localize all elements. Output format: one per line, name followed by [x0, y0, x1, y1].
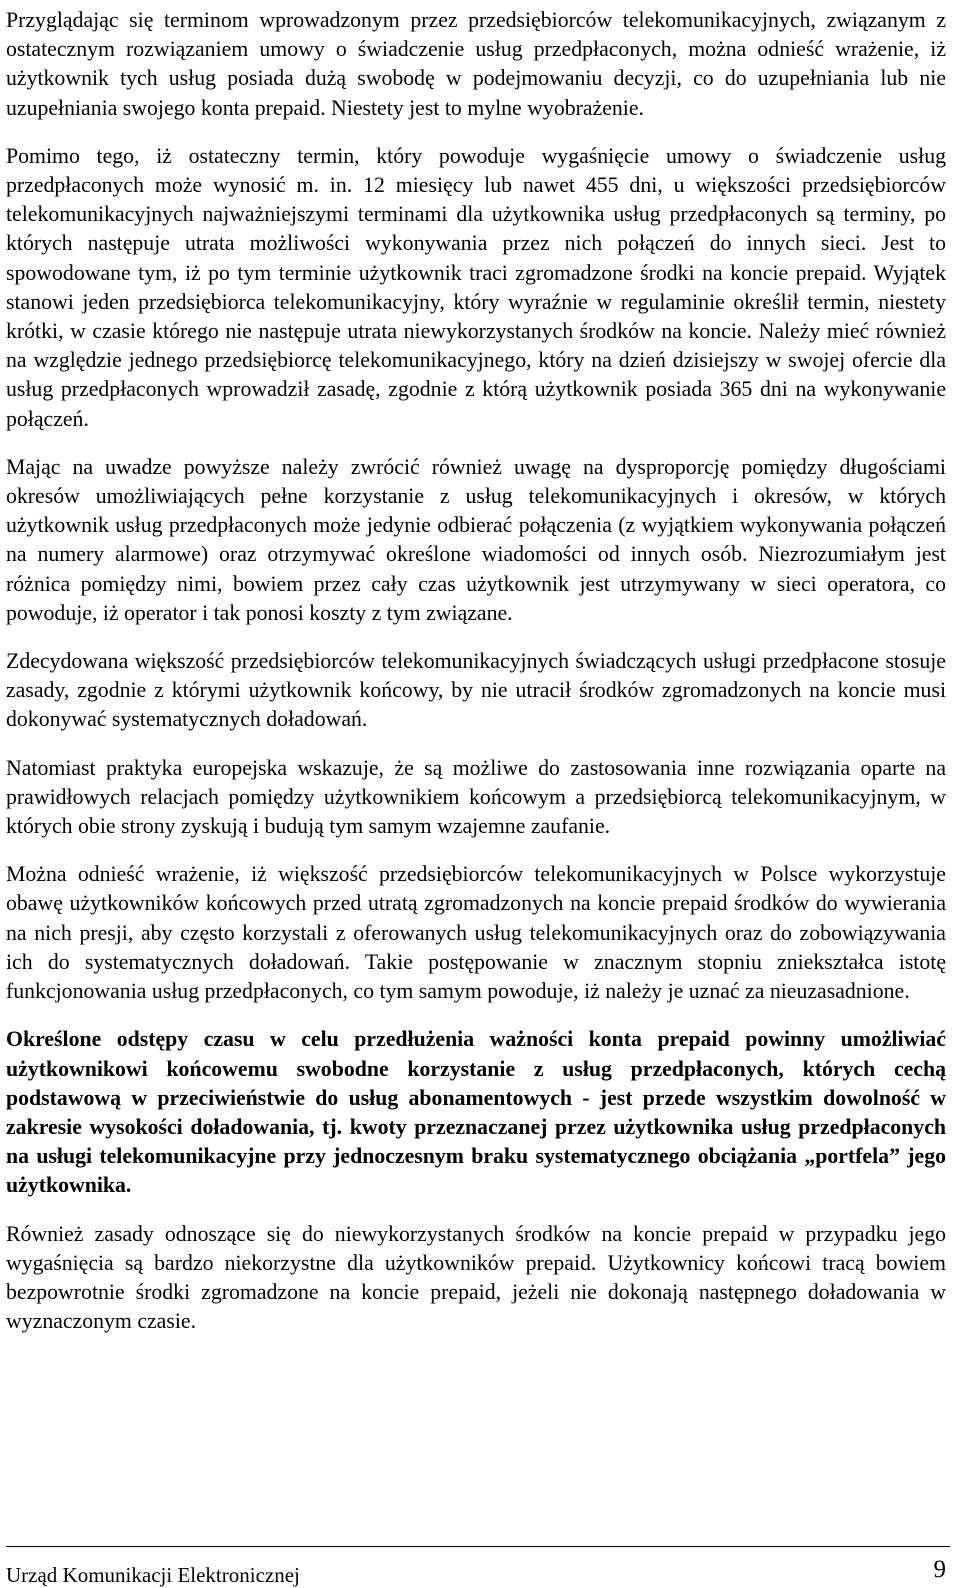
paragraph-1: Przyglądając się terminom wprowadzonym przez przedsiębiorców telekomunikacyjnych, związanym z ostatecznym rozwiązaniem umowy o świadczenie usług przedpłaconych, można odnieść wrażenie, iż użytkownik tych usług posiada dużą swobodę w podejmowaniu decyzji, co do uzupełniania lub nie uzupełniania swojego konta prepaid. Niestety jest to mylne wyobrażenie. — [6, 8, 946, 120]
footer-organization: Urząd Komunikacji Elektronicznej — [6, 1563, 300, 1587]
paragraph-2: Pomimo tego, iż ostateczny termin, który powoduje wygaśnięcie umowy o świadczenie usług przedpłaconych może wynosić m. in. 12 miesięcy lub nawet 455 dni, u większości przedsiębiorców telekomunikacyjnych najważniejszymi terminami dla użytkownika usług przedpłaconych są terminy, po których następuje utrata możliwości wykonywania przez nich połączeń do innych sieci. Jest to spowodowane tym, iż po tym terminie użytkownik traci zgromadzone środki na koncie prepaid. Wyjątek stanowi jeden przedsiębiorca telekomunikacyjny, który wyraźnie w regulaminie określił termin, niestety krótki, w czasie którego nie następuje utrata niewykorzystanych środków na koncie. Należy mieć również na względzie jednego przedsiębiorcę telekomunikacyjnego, który na dzień dzisiejszy w swojej ofercie dla usług przedpłaconych wprowadził zasadę, zgodnie z którą użytkownik posiada 365 dni na wykonywanie połączeń. — [6, 143, 946, 431]
page-footer — [6, 1546, 950, 1587]
paragraph-5: Natomiast praktyka europejska wskazuje, że są możliwe do zastosowania inne rozwiązania oparte na prawidłowych relacjach pomiędzy użytkownikiem końcowym a przedsiębiorcą telekomunikacyjnym, w których obie strony zyskują i budują tym samym wzajemne zaufanie. — [6, 755, 946, 839]
paragraph-4: Zdecydowana większość przedsiębiorców telekomunikacyjnych świadczących usługi przedpłacone stosuje zasady, zgodnie z którymi użytkownik końcowy, by nie utracił środków zgromadzonych na koncie musi dokonywać systematycznych doładowań. — [6, 649, 946, 732]
paragraph-8: Również zasady odnoszące się do niewykorzystanych środków na koncie prepaid w przypadku jego wygaśnięcia są bardzo niekorzystne dla użytkowników prepaid. Użytkownicy końcowi tracą bowiem bezpowrotnie środki zgromadzone na koncie prepaid, jeżeli nie dokonają następnego doładowania w wyznaczonym czasie. — [6, 1221, 946, 1334]
paragraph-6: Można odnieść wrażenie, iż większość przedsiębiorców telekomunikacyjnych w Polsce wykorzystuje obawę użytkowników końcowych przed utratą zgromadzonych na koncie prepaid środków do wywierania na nich presji, aby często korzystali z oferowanych usług telekomunikacyjnych oraz do zobowiązywania ich do systematycznych doładowań. Takie postępowanie w znacznym stopniu zniekształca istotę funkcjonowania usług przedpłaconych, co tym samym powoduje, iż należy je uznać za nieuzasadnione. — [6, 862, 946, 1004]
paragraph-3: Mając na uwadze powyższe należy zwrócić również uwagę na dysproporcję pomiędzy długościami okresów umożliwiających pełne korzystanie z usług telekomunikacyjnych i okresów, w których użytkownik usług przedpłaconych może jedynie odbierać połączenia (z wyjątkiem wykonywania połączeń na numery alarmowe) oraz otrzymywać określone wiadomości od innych osób. Niezrozumiałym jest różnica pomiędzy nimi, bowiem przez cały czas użytkownik jest utrzymywany w sieci operatora, co powoduje, iż operator i tak ponosi koszty z tym związane. — [6, 454, 946, 625]
document-page — [6, 6, 946, 1355]
paragraph-7-bold-conclusion: Określone odstępy czasu w celu przedłużenia ważności konta prepaid powinny umożliwiać użytkownikowi końcowemu swobodne korzystanie z usług przedpłaconych, których cechą podstawową w przeciwieństwie do usług abonamentowych - jest przede wszystkim dowolność w zakresie wysokości doładowania, tj. kwoty przeznaczanej przez użytkownika usług przedpłaconych na usługi telekomunikacyjne przy jednoczesnym braku systematycznego obciążania „portfela” jego użytkownika. — [6, 1027, 946, 1198]
page-number: 9 — [933, 1556, 946, 1583]
